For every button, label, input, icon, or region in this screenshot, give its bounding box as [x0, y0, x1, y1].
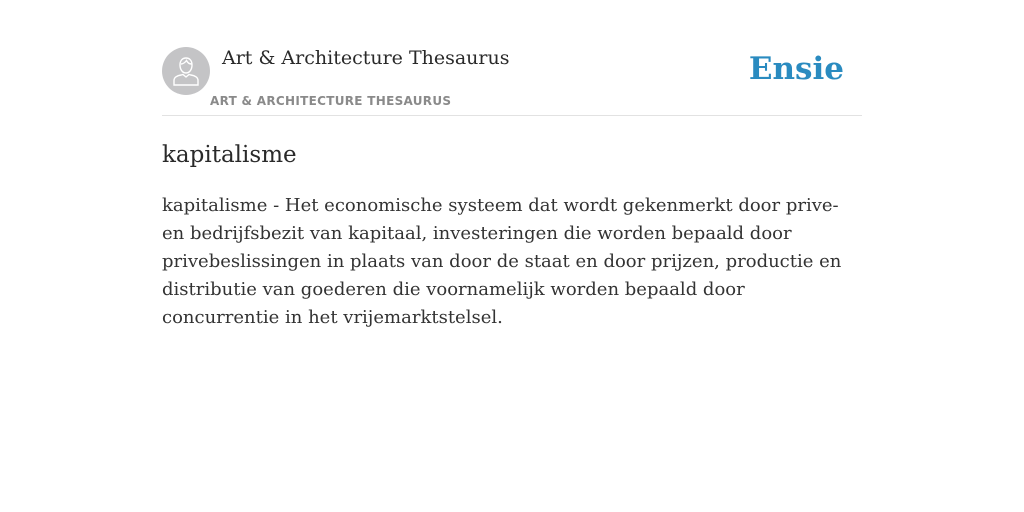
- author-subtitle: ART & ARCHITECTURE THESAURUS: [210, 94, 452, 108]
- ensie-logo[interactable]: Ensie: [748, 51, 844, 87]
- author-name[interactable]: Art & Architecture Thesaurus: [222, 47, 510, 69]
- entry-term: kapitalisme: [162, 142, 297, 168]
- entry-header: [162, 0, 862, 116]
- entry-card: [162, 0, 862, 328]
- user-icon: [172, 56, 200, 86]
- author-avatar[interactable]: [162, 47, 210, 95]
- entry-definition: kapitalisme - Het economische systeem dat wordt gekenmerkt door prive- en bedrijfsbezit van kapitaal, investeringen die worden bepaald door privebeslissingen in plaats van door de staat en door prijzen, productie en distributie van goederen die voornamelijk worden bepaald door concurrentie in het vrijemarktstelsel.: [162, 195, 842, 328]
